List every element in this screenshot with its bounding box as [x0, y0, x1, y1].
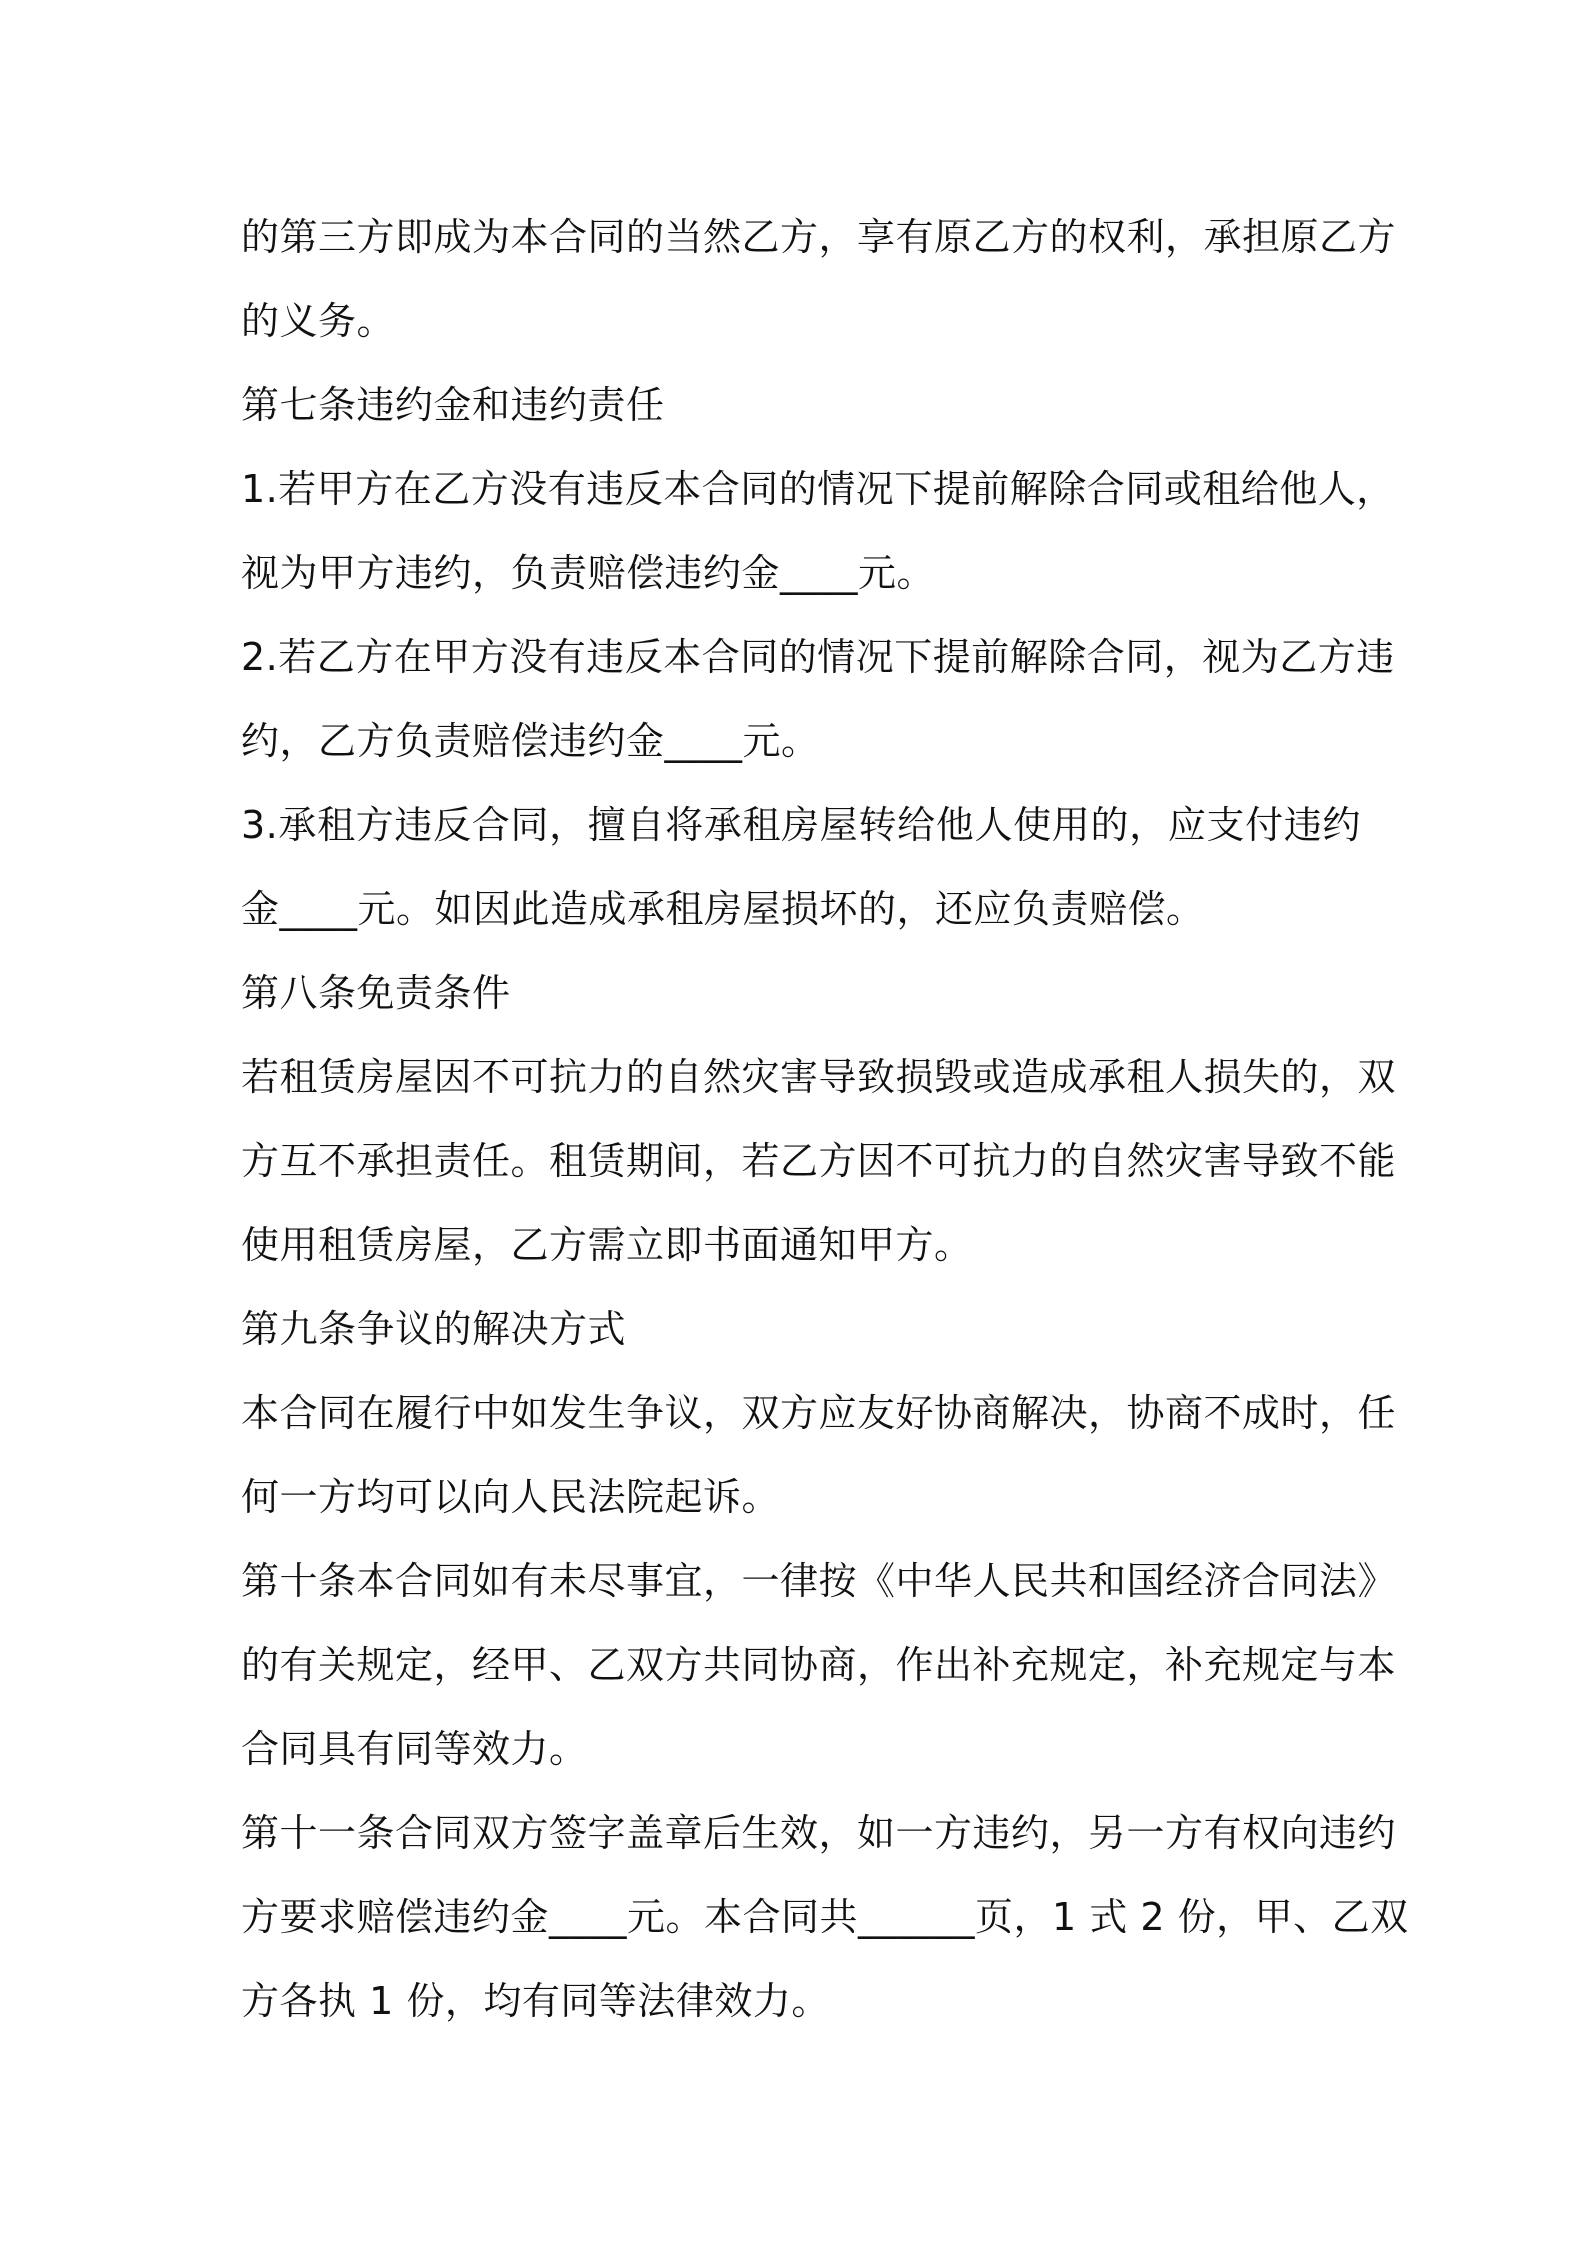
text-line: 本合同在履行中如发生争议，双方应友好协商解决，协商不成时，任	[241, 1391, 1397, 1435]
text-line: 方各执 1 份，均有同等法律效力。	[241, 1979, 830, 2023]
article-heading: 第八条免责条件	[241, 971, 511, 1015]
article-heading: 第九条争议的解决方式	[241, 1307, 627, 1351]
text-line: 的第三方即成为本合同的当然乙方，享有原乙方的权利，承担原乙方	[241, 215, 1397, 259]
text-line: 2.若乙方在甲方没有违反本合同的情况下提前解除合同，视为乙方违	[241, 635, 1395, 679]
text-line: 3.承租方违反合同，擅自将承租房屋转给他人使用的，应支付违约	[241, 803, 1361, 847]
text-line: 若租赁房屋因不可抗力的自然灾害导致损毁或造成承租人损失的，双	[241, 1055, 1397, 1099]
text-line: 约，乙方负责赔偿违约金____元。	[241, 719, 820, 763]
text-line: 金____元。如因此造成承租房屋损坏的，还应负责赔偿。	[241, 887, 1205, 931]
text-line: 1.若甲方在乙方没有违反本合同的情况下提前解除合同或租给他人，	[241, 467, 1395, 511]
text-line: 方互不承担责任。租赁期间，若乙方因不可抗力的自然灾害导致不能	[241, 1139, 1397, 1183]
article-heading: 第七条违约金和违约责任	[241, 383, 665, 427]
text-line: 视为甲方违约，负责赔偿违约金____元。	[241, 551, 936, 595]
text-line: 使用租赁房屋，乙方需立即书面通知甲方。	[241, 1223, 973, 1267]
text-line: 第十条本合同如有未尽事宜，一律按《中华人民共和国经济合同法》	[241, 1559, 1397, 1603]
contract-body	[241, 195, 1409, 2043]
text-line: 何一方均可以向人民法院起诉。	[241, 1475, 781, 1519]
text-line: 合同具有同等效力。	[241, 1727, 588, 1771]
text-line: 第十一条合同双方签字盖章后生效，如一方违约，另一方有权向违约	[241, 1811, 1397, 1855]
text-line: 的有关规定，经甲、乙双方共同协商，作出补充规定，补充规定与本	[241, 1643, 1397, 1687]
text-line: 的义务。	[241, 299, 396, 343]
text-line: 方要求赔偿违约金____元。本合同共______页，1 式 2 份，甲、乙双	[241, 1895, 1409, 1939]
